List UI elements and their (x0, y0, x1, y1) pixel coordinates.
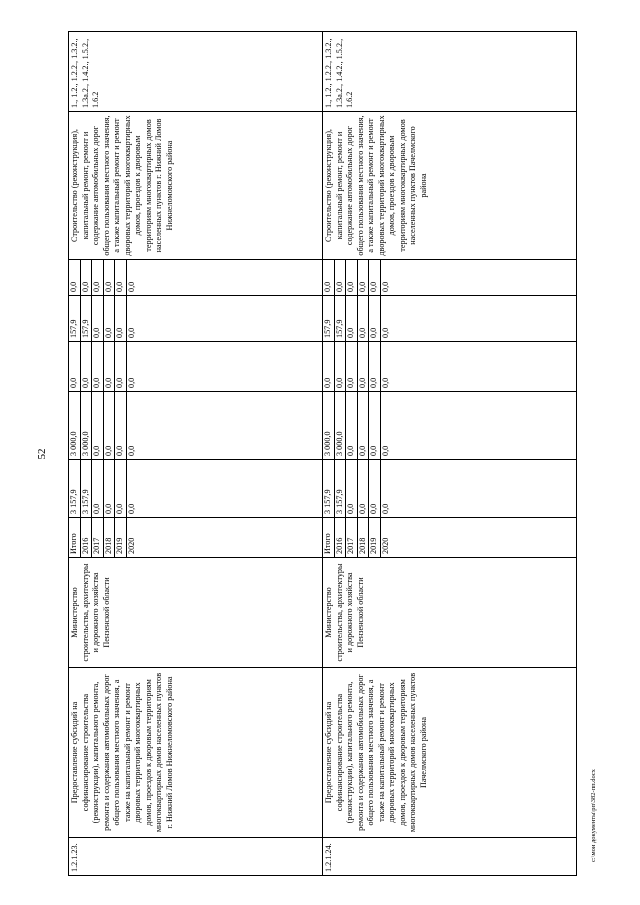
expected-result: Строительство (реконструкция), капитальный ремонт, ремонт и содержание автомобильных дорог общего пользования местного значения, а также капитальный ремонт и ремонт дворовых территорий многоквартирных домов, проездов к дворовым территориям многоквартирных домов населенных пунктов Пачелмского района (323, 112, 577, 260)
row-number: 1.2.1.24. (323, 838, 577, 876)
year-list-cell: 2017 (346, 518, 358, 557)
other-values-cell: 0,0 (104, 260, 116, 295)
total-values-cell: 3 157,9 (69, 460, 81, 517)
other-values (323, 260, 577, 296)
year-list-cell: 2018 (358, 518, 370, 557)
federal-values-cell: 0,0 (92, 392, 104, 459)
total-values-cell: 0,0 (369, 460, 381, 517)
page-number: 52 (36, 448, 48, 460)
other-values-cell: 0,0 (358, 260, 370, 295)
measure-name: Предоставление субсидий на софинансирование строительства (реконструкции), капитального ремонта, ремонта и содержания автомобильных дорог общего пользования местного значения, а также на капитальный ремонт и ремонт дворовых территорий многоквартирных домов, проездов к дворовым территориям многоквартирных домов населенных пунктов г. Нижний Ломов Нижнеломовского района (69, 668, 323, 838)
executor: Министерство строительства, архитектуры и дорожного хозяйства Пензенской области (69, 558, 323, 668)
federal-values-cell: 0,0 (346, 392, 358, 459)
indicator-links: 1., 1.2., 1.2.2., 1.3.2., 1.3а.2., 1.4.2., 1.5.2., 1.6.2 (323, 32, 577, 112)
other-values-cell: 0,0 (369, 260, 381, 295)
local-values-cell: 0,0 (115, 296, 127, 341)
local-values-cell: 0,0 (358, 296, 370, 341)
expected-result: Строительство (реконструкция), капитальный ремонт, ремонт и содержание автомобильных дорог общего пользования местного значения, а также капитальный ремонт и ремонт дворовых территорий многоквартирных домов, проездов к дворовым территориям многоквартирных домов населенных пунктов г. Нижний Ломов Нижнеломовского района (69, 112, 323, 260)
other-values-cell: 0,0 (335, 260, 347, 295)
federal-values-cell: 0,0 (358, 392, 370, 459)
year-list (69, 518, 323, 558)
indicator-links: 1., 1.2., 1.2.2., 1.3.2., 1.3а.2., 1.4.2., 1.5.2., 1.6.2 (69, 32, 323, 112)
total-values-cell: 3 157,9 (335, 460, 347, 517)
table-row (69, 32, 323, 876)
year-list (323, 518, 577, 558)
local-values (69, 296, 323, 342)
federal-values-cell: 3 000,0 (69, 392, 81, 459)
regional-values (69, 342, 323, 392)
federal-values (69, 392, 323, 460)
year-list-cell: Итого (323, 518, 335, 557)
other-values-cell: 0,0 (126, 281, 136, 292)
regional-values-cell: 0,0 (358, 342, 370, 391)
measures-table (68, 31, 577, 876)
year-list-cell: 2019 (115, 518, 127, 557)
total-values-cell: 3 157,9 (323, 460, 335, 517)
regional-values-cell: 0,0 (115, 342, 127, 391)
local-values-cell: 0,0 (346, 296, 358, 341)
local-values-cell: 0,0 (92, 296, 104, 341)
local-values-cell: 157,9 (335, 296, 347, 341)
year-list-cell: Итого (69, 518, 81, 557)
total-values-cell: 0,0 (104, 460, 116, 517)
total-values-cell: 0,0 (380, 503, 390, 514)
local-values-cell: 0,0 (104, 296, 116, 341)
local-values-cell: 157,9 (69, 296, 81, 341)
executor: Министерство строительства, архитектуры и дорожного хозяйства Пензенской области (323, 558, 577, 668)
program-table (68, 32, 576, 876)
other-values-cell: 0,0 (92, 260, 104, 295)
federal-values-cell: 0,0 (126, 445, 136, 456)
federal-values-cell: 0,0 (104, 392, 116, 459)
year-list-cell: 2020 (126, 537, 136, 554)
regional-values (323, 342, 577, 392)
total-values-cell: 0,0 (358, 460, 370, 517)
regional-values-cell: 0,0 (69, 342, 81, 391)
other-values-cell: 0,0 (81, 260, 93, 295)
regional-values-cell: 0,0 (92, 342, 104, 391)
federal-values (323, 392, 577, 460)
local-values-cell: 157,9 (81, 296, 93, 341)
measure-name: Предоставление субсидий на софинансирование строительства (реконструкции), капитального ремонта, ремонта и содержания автомобильных дорог общего пользования местного значения, а также на капитальный ремонт и ремонт дворовых территорий многоквартирных домов, проездов к дворовым территориям многоквартирных домов населенных пунктов Пачелмского района (323, 668, 577, 838)
federal-values-cell: 3 000,0 (81, 392, 93, 459)
total-values-cell: 0,0 (346, 460, 358, 517)
other-values-cell: 0,0 (323, 260, 335, 295)
federal-values-cell: 0,0 (380, 445, 390, 456)
total-values-cell: 0,0 (126, 503, 136, 514)
year-list-cell: 2017 (92, 518, 104, 557)
year-list-cell: 2016 (81, 518, 93, 557)
local-values-cell: 0,0 (369, 296, 381, 341)
regional-values-cell: 0,0 (104, 342, 116, 391)
table-row (323, 32, 577, 876)
footer-file-path: c:\мои документы\рп\382-пп.docx (590, 769, 597, 862)
federal-values-cell: 3 000,0 (335, 392, 347, 459)
row-number: 1.2.1.23. (69, 838, 323, 876)
federal-values-cell: 3 000,0 (323, 392, 335, 459)
regional-values-cell: 0,0 (335, 342, 347, 391)
total-values-cell: 0,0 (92, 460, 104, 517)
year-list-cell: 2016 (335, 518, 347, 557)
local-values-cell: 0,0 (380, 327, 390, 338)
regional-values-cell: 0,0 (323, 342, 335, 391)
regional-values-cell: 0,0 (81, 342, 93, 391)
federal-values-cell: 0,0 (115, 392, 127, 459)
regional-values-cell: 0,0 (369, 342, 381, 391)
regional-values-cell: 0,0 (346, 342, 358, 391)
local-values (323, 296, 577, 342)
total-values (323, 460, 577, 518)
regional-values-cell: 0,0 (126, 377, 136, 388)
other-values-cell: 0,0 (69, 260, 81, 295)
local-values-cell: 0,0 (126, 327, 136, 338)
year-list-cell: 2020 (380, 537, 390, 554)
total-values-cell: 3 157,9 (81, 460, 93, 517)
regional-values-cell: 0,0 (380, 377, 390, 388)
other-values-cell: 0,0 (346, 260, 358, 295)
total-values-cell: 0,0 (115, 460, 127, 517)
year-list-cell: 2019 (369, 518, 381, 557)
other-values-cell: 0,0 (380, 281, 390, 292)
other-values (69, 260, 323, 296)
year-list-cell: 2018 (104, 518, 116, 557)
federal-values-cell: 0,0 (369, 392, 381, 459)
other-values-cell: 0,0 (115, 260, 127, 295)
local-values-cell: 157,9 (323, 296, 335, 341)
total-values (69, 460, 323, 518)
